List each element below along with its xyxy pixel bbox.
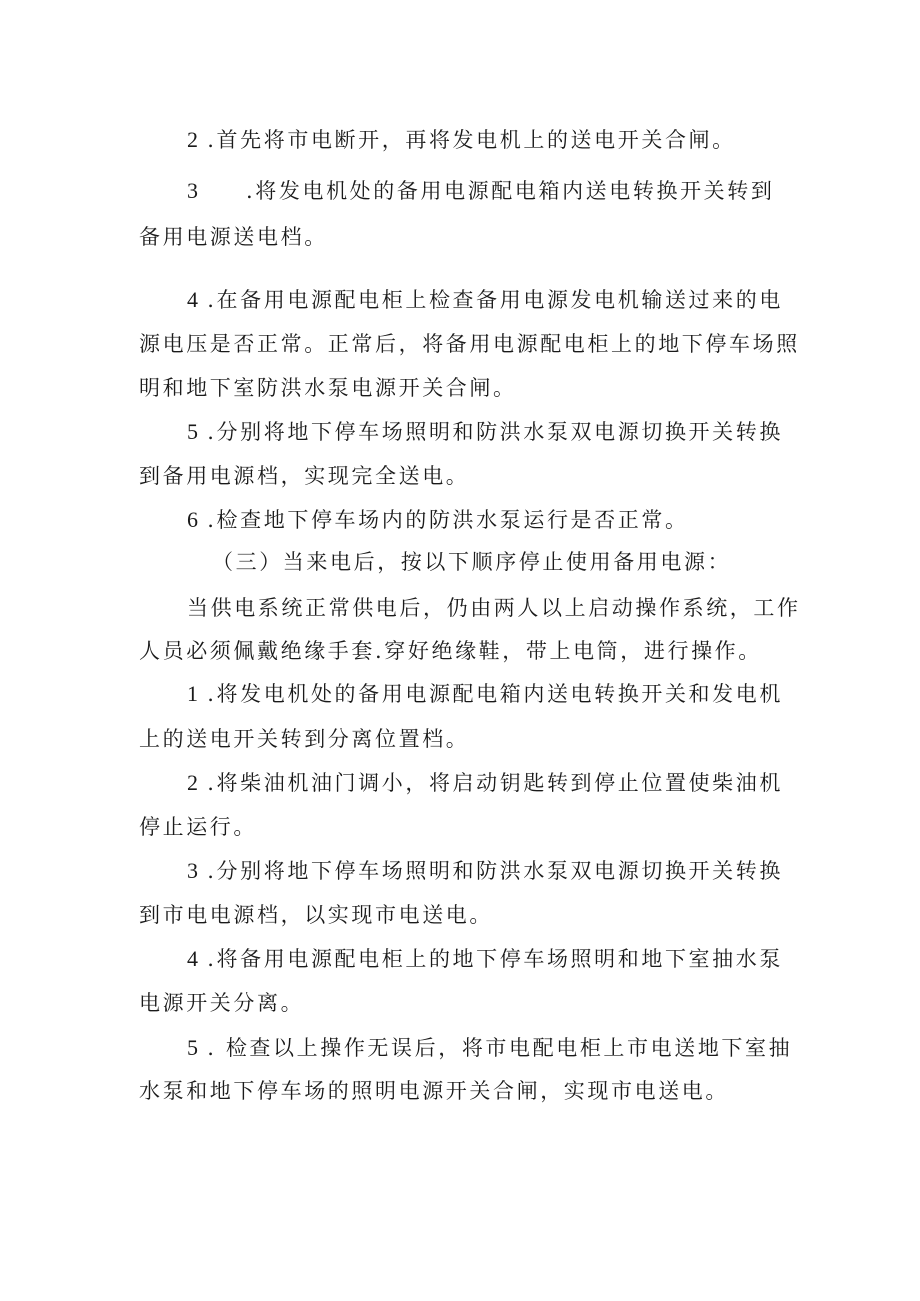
stop-step-1-line-1 bbox=[187, 680, 783, 708]
step-text: . 检查以上操作无误后，将市电配电柜上市电送地下室抽 bbox=[207, 1036, 793, 1060]
step-text: .检查地下停车场内的防洪水泵运行是否正常。 bbox=[207, 508, 689, 532]
step-5-line-2: 到备用电源档，实现完全送电。 bbox=[139, 464, 470, 488]
stop-step-5-line-2: 水泵和地下停车场的照明电源开关合闸，实现市电送电。 bbox=[139, 1079, 729, 1103]
stop-step-1-line-2: 上的送电开关转到分离位置档。 bbox=[139, 727, 470, 751]
step-3-line-1 bbox=[187, 177, 774, 205]
step-4-line-2: 源电压是否正常。正常后，将备用电源配电柜上的地下停车场照 bbox=[139, 332, 800, 356]
step-2-line-1 bbox=[187, 126, 736, 154]
step-number: 2 bbox=[187, 127, 198, 152]
step-number: 2 bbox=[187, 770, 198, 795]
step-number: 4 bbox=[187, 946, 198, 971]
step-4-line-3: 明和地下室防洪水泵电源开关合闸。 bbox=[139, 376, 517, 400]
stop-step-2-line-1 bbox=[187, 769, 783, 797]
step-number: 5 bbox=[187, 1035, 198, 1060]
step-number: 4 bbox=[187, 287, 198, 312]
step-3-line-2: 备用电源送电档。 bbox=[139, 225, 328, 249]
stop-step-4-line-1 bbox=[187, 945, 783, 973]
intro-line-1: 当供电系统正常供电后，仍由两人以上启动操作系统，工作 bbox=[187, 596, 801, 620]
step-number: 3 bbox=[187, 858, 198, 883]
step-text: .在备用电源配电柜上检查备用电源发电机输送过来的电 bbox=[207, 288, 783, 312]
stop-step-2-line-2: 停止运行。 bbox=[139, 815, 257, 839]
intro-line-2: 人员必须佩戴绝缘手套.穿好绝缘鞋，带上电筒，进行操作。 bbox=[139, 639, 762, 663]
stop-step-4-line-2: 电源开关分离。 bbox=[139, 991, 305, 1015]
step-text: .将发电机处的备用电源配电箱内送电转换开关和发电机 bbox=[207, 682, 783, 706]
step-number: 3 bbox=[187, 178, 198, 203]
step-number: 5 bbox=[187, 419, 198, 444]
step-text: .将柴油机油门调小，将启动钥匙转到停止位置使柴油机 bbox=[207, 771, 783, 795]
step-5-line-1 bbox=[187, 418, 783, 446]
stop-step-3-line-2: 到市电电源档，以实现市电送电。 bbox=[139, 903, 493, 927]
step-text: .将发电机处的备用电源配电箱内送电转换开关转到 bbox=[246, 179, 775, 203]
step-4-line-1 bbox=[187, 286, 783, 314]
step-number: 1 bbox=[187, 681, 198, 706]
step-number: 6 bbox=[187, 507, 198, 532]
step-text: .将备用电源配电柜上的地下停车场照明和地下室抽水泵 bbox=[207, 947, 783, 971]
stop-step-5-line-1 bbox=[187, 1034, 792, 1062]
step-text: .分别将地下停车场照明和防洪水泵双电源切换开关转换 bbox=[207, 859, 783, 883]
stop-step-3-line-1 bbox=[187, 857, 783, 885]
step-text: .分别将地下停车场照明和防洪水泵双电源切换开关转换 bbox=[207, 420, 783, 444]
section-heading: （三）当来电后，按以下顺序停止使用备用电源： bbox=[212, 550, 732, 574]
step-6-line-1 bbox=[187, 506, 689, 534]
step-text: .首先将市电断开，再将发电机上的送电开关合闸。 bbox=[207, 128, 736, 152]
